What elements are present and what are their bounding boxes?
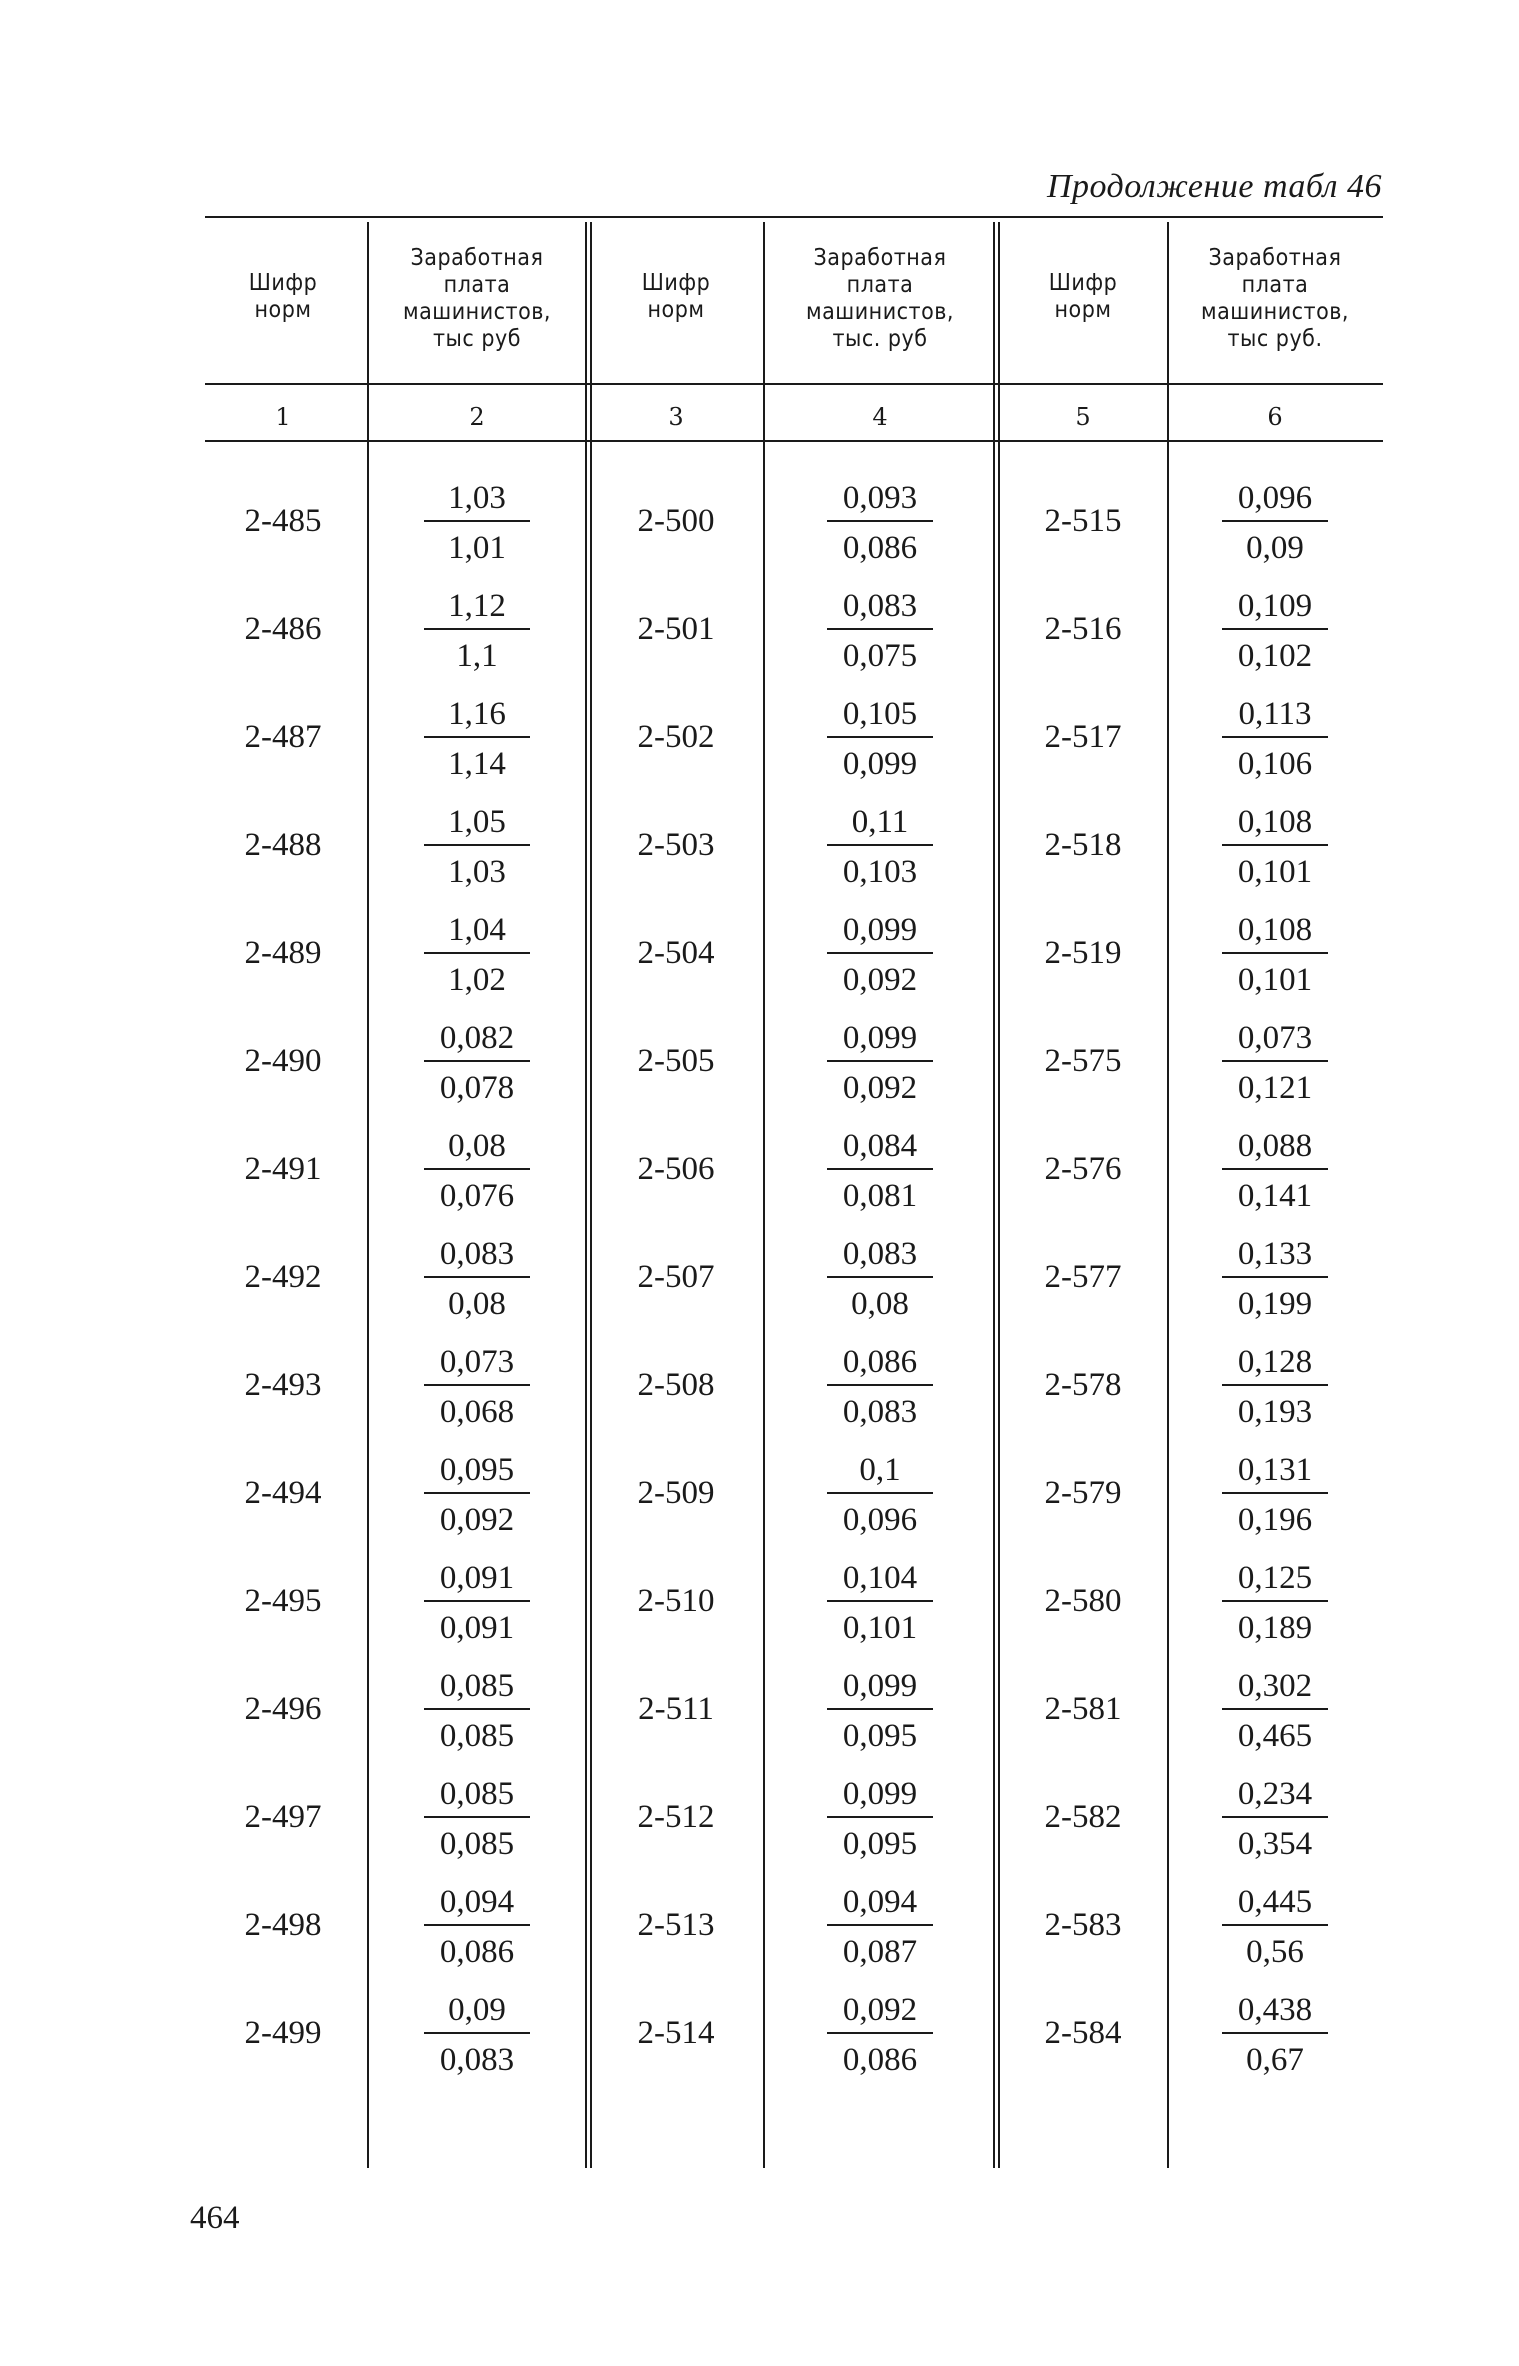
fraction-bar — [1222, 1276, 1328, 1278]
wage-denominator: 0,08 — [448, 1286, 506, 1322]
wage-numerator: 1,05 — [448, 804, 506, 840]
fraction-bar — [424, 1276, 530, 1278]
wage-denominator: 0,465 — [1237, 1718, 1313, 1754]
wage-numerator: 0,094 — [439, 1884, 515, 1920]
norm-code: 2-512 — [637, 1799, 715, 1835]
wage-numerator: 0,083 — [842, 588, 918, 624]
norm-code: 2-499 — [244, 2015, 322, 2051]
wage-fraction — [805, 478, 955, 568]
wage-numerator: 0,1 — [859, 1452, 901, 1488]
wage-denominator: 0,09 — [1246, 530, 1304, 566]
wage-fraction — [402, 478, 552, 568]
norm-code: 2-513 — [637, 1907, 715, 1943]
norm-code: 2-495 — [244, 1583, 322, 1619]
wage-numerator: 0,086 — [842, 1344, 918, 1380]
wage-fraction — [805, 910, 955, 1000]
wage-denominator: 1,03 — [448, 854, 506, 890]
fraction-bar — [827, 1168, 933, 1170]
wage-numerator: 0,302 — [1237, 1668, 1313, 1704]
wage-denominator: 0,085 — [439, 1718, 515, 1754]
fraction-bar — [827, 1708, 933, 1710]
norm-code: 2-504 — [637, 935, 715, 971]
wage-fraction — [402, 1558, 552, 1648]
wage-denominator: 0,101 — [842, 1610, 918, 1646]
fraction-bar — [827, 628, 933, 630]
norm-code: 2-582 — [1044, 1799, 1122, 1835]
norm-code: 2-584 — [1044, 2015, 1122, 2051]
wage-denominator: 0,189 — [1237, 1610, 1313, 1646]
wage-denominator: 1,1 — [456, 638, 498, 674]
wage-fraction — [805, 802, 955, 892]
fraction-bar — [827, 844, 933, 846]
wage-numerator: 0,094 — [842, 1884, 918, 1920]
wage-denominator: 0,095 — [842, 1718, 918, 1754]
wage-denominator: 0,103 — [842, 854, 918, 890]
wage-denominator: 0,091 — [439, 1610, 515, 1646]
fraction-bar — [827, 1060, 933, 1062]
fraction-bar — [1222, 628, 1328, 630]
wage-fraction — [1200, 1990, 1350, 2080]
wage-numerator: 0,085 — [439, 1668, 515, 1704]
wage-denominator: 0,096 — [842, 1502, 918, 1538]
norm-code: 2-493 — [244, 1367, 322, 1403]
wage-numerator: 1,03 — [448, 480, 506, 516]
wage-denominator: 0,354 — [1237, 1826, 1313, 1862]
wage-fraction — [1200, 1666, 1350, 1756]
fraction-bar — [424, 1168, 530, 1170]
wage-denominator: 0,083 — [439, 2042, 515, 2078]
norm-code: 2-514 — [637, 2015, 715, 2051]
wage-fraction — [805, 1126, 955, 1216]
fraction-bar — [424, 628, 530, 630]
wage-numerator: 0,099 — [842, 1020, 918, 1056]
column-number-2: 2 — [469, 403, 485, 431]
wage-numerator: 0,099 — [842, 912, 918, 948]
wage-denominator: 0,101 — [1237, 962, 1313, 998]
wage-denominator: 0,196 — [1237, 1502, 1313, 1538]
norm-code: 2-517 — [1044, 719, 1122, 755]
table-caption: Продолжение табл 46 — [1046, 168, 1382, 205]
header-bottom-rule — [205, 383, 1383, 385]
fraction-bar — [827, 520, 933, 522]
wage-numerator: 0,073 — [439, 1344, 515, 1380]
norm-code: 2-488 — [244, 827, 322, 863]
wage-numerator: 0,082 — [439, 1020, 515, 1056]
column-header-6: Заработная плата машинистов, тыс руб. — [1201, 245, 1349, 352]
wage-denominator: 0,092 — [439, 1502, 515, 1538]
norm-code: 2-581 — [1044, 1691, 1122, 1727]
fraction-bar — [424, 844, 530, 846]
wage-fraction — [1200, 1882, 1350, 1972]
wage-numerator: 0,133 — [1237, 1236, 1313, 1272]
wage-fraction — [402, 1234, 552, 1324]
fraction-bar — [827, 1600, 933, 1602]
wage-denominator: 0,121 — [1237, 1070, 1313, 1106]
wage-fraction — [805, 1666, 955, 1756]
fraction-bar — [424, 1492, 530, 1494]
fraction-bar — [827, 1384, 933, 1386]
wage-denominator: 0,086 — [842, 2042, 918, 2078]
norm-code: 2-486 — [244, 611, 322, 647]
wage-numerator: 0,108 — [1237, 912, 1313, 948]
norm-code: 2-500 — [637, 503, 715, 539]
wage-fraction — [805, 1774, 955, 1864]
wage-fraction — [805, 694, 955, 784]
norm-code: 2-502 — [637, 719, 715, 755]
wage-fraction — [402, 694, 552, 784]
wage-fraction — [402, 802, 552, 892]
norm-code: 2-509 — [637, 1475, 715, 1511]
wage-numerator: 0,099 — [842, 1668, 918, 1704]
col-divider-5 — [1167, 222, 1169, 2168]
fraction-bar — [1222, 736, 1328, 738]
norm-code: 2-489 — [244, 935, 322, 971]
col-divider-2b — [590, 222, 592, 2168]
norm-code: 2-496 — [244, 1691, 322, 1727]
wage-fraction — [402, 1666, 552, 1756]
fraction-bar — [424, 1060, 530, 1062]
wage-numerator: 0,073 — [1237, 1020, 1313, 1056]
wage-denominator: 0,106 — [1237, 746, 1313, 782]
wage-denominator: 0,078 — [439, 1070, 515, 1106]
wage-numerator: 0,084 — [842, 1128, 918, 1164]
wage-denominator: 0,083 — [842, 1394, 918, 1430]
fraction-bar — [424, 1924, 530, 1926]
wage-fraction — [402, 1342, 552, 1432]
norm-code: 2-503 — [637, 827, 715, 863]
wage-numerator: 0,105 — [842, 696, 918, 732]
wage-fraction — [402, 586, 552, 676]
wage-fraction — [805, 1450, 955, 1540]
wage-fraction — [1200, 802, 1350, 892]
norm-code: 2-511 — [638, 1691, 714, 1727]
wage-fraction — [805, 1342, 955, 1432]
norm-code: 2-487 — [244, 719, 322, 755]
fraction-bar — [827, 1924, 933, 1926]
fraction-bar — [424, 520, 530, 522]
fraction-bar — [424, 952, 530, 954]
wage-numerator: 0,131 — [1237, 1452, 1313, 1488]
fraction-bar — [1222, 1924, 1328, 1926]
wage-fraction — [1200, 1774, 1350, 1864]
norm-code: 2-498 — [244, 1907, 322, 1943]
wage-fraction — [805, 586, 955, 676]
wage-fraction — [805, 1558, 955, 1648]
wage-numerator: 0,095 — [439, 1452, 515, 1488]
norm-code: 2-507 — [637, 1259, 715, 1295]
norm-code: 2-578 — [1044, 1367, 1122, 1403]
column-number-3: 3 — [668, 403, 684, 431]
fraction-bar — [1222, 1384, 1328, 1386]
column-header-3: Шифр норм — [641, 270, 711, 323]
fraction-bar — [827, 1276, 933, 1278]
norm-code: 2-485 — [244, 503, 322, 539]
norm-code: 2-575 — [1044, 1043, 1122, 1079]
fraction-bar — [1222, 844, 1328, 846]
wage-denominator: 0,101 — [1237, 854, 1313, 890]
norm-code: 2-577 — [1044, 1259, 1122, 1295]
wage-denominator: 0,068 — [439, 1394, 515, 1430]
norm-code: 2-518 — [1044, 827, 1122, 863]
column-number-4: 4 — [872, 403, 888, 431]
norm-code: 2-497 — [244, 1799, 322, 1835]
wage-denominator: 1,01 — [448, 530, 506, 566]
wage-fraction — [805, 1990, 955, 2080]
norm-code: 2-491 — [244, 1151, 322, 1187]
page-number: 464 — [190, 2200, 240, 2236]
wage-denominator: 0,08 — [851, 1286, 909, 1322]
wage-denominator: 0,092 — [842, 1070, 918, 1106]
wage-numerator: 0,08 — [448, 1128, 506, 1164]
col-divider-3 — [763, 222, 765, 2168]
col-divider-4a — [993, 222, 995, 2168]
wage-numerator: 0,085 — [439, 1776, 515, 1812]
wage-numerator: 0,083 — [439, 1236, 515, 1272]
column-header-4: Заработная плата машинистов, тыс. руб — [806, 245, 954, 352]
col-divider-1 — [367, 222, 369, 2168]
wage-numerator: 0,445 — [1237, 1884, 1313, 1920]
fraction-bar — [1222, 1816, 1328, 1818]
wage-numerator: 0,083 — [842, 1236, 918, 1272]
fraction-bar — [1222, 952, 1328, 954]
wage-denominator: 0,075 — [842, 638, 918, 674]
wage-denominator: 0,67 — [1246, 2042, 1304, 2078]
norm-code: 2-515 — [1044, 503, 1122, 539]
wage-denominator: 0,199 — [1237, 1286, 1313, 1322]
wage-fraction — [402, 1774, 552, 1864]
norm-code: 2-580 — [1044, 1583, 1122, 1619]
wage-numerator: 0,108 — [1237, 804, 1313, 840]
wage-fraction — [402, 1990, 552, 2080]
wage-denominator: 0,56 — [1246, 1934, 1304, 1970]
wage-numerator: 0,234 — [1237, 1776, 1313, 1812]
wage-fraction — [805, 1882, 955, 1972]
wage-numerator: 0,092 — [842, 1992, 918, 2028]
fraction-bar — [1222, 1060, 1328, 1062]
wage-numerator: 1,04 — [448, 912, 506, 948]
fraction-bar — [1222, 1708, 1328, 1710]
column-header-5: Шифр норм — [1048, 270, 1118, 323]
column-number-5: 5 — [1075, 403, 1091, 431]
fraction-bar — [827, 1816, 933, 1818]
fraction-bar — [1222, 1168, 1328, 1170]
col-divider-2a — [585, 222, 587, 2168]
norm-code: 2-494 — [244, 1475, 322, 1511]
wage-numerator: 1,16 — [448, 696, 506, 732]
wage-fraction — [402, 1450, 552, 1540]
norm-code: 2-516 — [1044, 611, 1122, 647]
wage-denominator: 0,086 — [439, 1934, 515, 1970]
wage-denominator: 0,141 — [1237, 1178, 1313, 1214]
norm-code: 2-490 — [244, 1043, 322, 1079]
wage-fraction — [805, 1018, 955, 1108]
wage-fraction — [1200, 1018, 1350, 1108]
wage-numerator: 0,104 — [842, 1560, 918, 1596]
wage-numerator: 0,09 — [448, 1992, 506, 2028]
wage-denominator: 0,086 — [842, 530, 918, 566]
norm-code: 2-501 — [637, 611, 715, 647]
fraction-bar — [1222, 2032, 1328, 2034]
wage-fraction — [402, 1018, 552, 1108]
wage-denominator: 0,081 — [842, 1178, 918, 1214]
wage-numerator: 0,113 — [1238, 696, 1312, 732]
wage-denominator: 1,14 — [448, 746, 506, 782]
wage-fraction — [402, 910, 552, 1000]
wage-fraction — [1200, 1558, 1350, 1648]
fraction-bar — [1222, 1600, 1328, 1602]
norm-code: 2-505 — [637, 1043, 715, 1079]
norm-code: 2-579 — [1044, 1475, 1122, 1511]
column-number-1: 1 — [275, 403, 291, 431]
wage-denominator: 0,095 — [842, 1826, 918, 1862]
wage-numerator: 0,128 — [1237, 1344, 1313, 1380]
wage-denominator: 1,02 — [448, 962, 506, 998]
norm-code: 2-510 — [637, 1583, 715, 1619]
norm-code: 2-583 — [1044, 1907, 1122, 1943]
wage-denominator: 0,193 — [1237, 1394, 1313, 1430]
col-divider-4b — [998, 222, 1000, 2168]
column-number-6: 6 — [1267, 403, 1283, 431]
fraction-bar — [424, 1708, 530, 1710]
top-rule — [205, 216, 1383, 218]
fraction-bar — [1222, 520, 1328, 522]
norm-code: 2-576 — [1044, 1151, 1122, 1187]
wage-denominator: 0,085 — [439, 1826, 515, 1862]
norm-code: 2-506 — [637, 1151, 715, 1187]
fraction-bar — [424, 1816, 530, 1818]
fraction-bar — [424, 1384, 530, 1386]
wage-fraction — [1200, 1450, 1350, 1540]
wage-fraction — [402, 1882, 552, 1972]
wage-numerator: 0,088 — [1237, 1128, 1313, 1164]
wage-fraction — [805, 1234, 955, 1324]
wage-fraction — [1200, 586, 1350, 676]
fraction-bar — [424, 1600, 530, 1602]
norm-code: 2-519 — [1044, 935, 1122, 971]
fraction-bar — [1222, 1492, 1328, 1494]
wage-denominator: 0,076 — [439, 1178, 515, 1214]
wage-numerator: 0,096 — [1237, 480, 1313, 516]
wage-fraction — [1200, 478, 1350, 568]
column-header-1: Шифр норм — [248, 270, 318, 323]
fraction-bar — [827, 2032, 933, 2034]
wage-denominator: 0,099 — [842, 746, 918, 782]
numbers-bottom-rule — [205, 440, 1383, 442]
wage-fraction — [402, 1126, 552, 1216]
column-header-2: Заработная плата машинистов, тыс руб — [403, 245, 551, 352]
wage-numerator: 1,12 — [448, 588, 506, 624]
wage-numerator: 0,099 — [842, 1776, 918, 1812]
wage-fraction — [1200, 1342, 1350, 1432]
wage-fraction — [1200, 1126, 1350, 1216]
fraction-bar — [827, 1492, 933, 1494]
wage-numerator: 0,438 — [1237, 1992, 1313, 2028]
wage-denominator: 0,102 — [1237, 638, 1313, 674]
fraction-bar — [827, 952, 933, 954]
fraction-bar — [424, 736, 530, 738]
wage-denominator: 0,092 — [842, 962, 918, 998]
norm-code: 2-492 — [244, 1259, 322, 1295]
wage-fraction — [1200, 694, 1350, 784]
wage-fraction — [1200, 910, 1350, 1000]
wage-numerator: 0,109 — [1237, 588, 1313, 624]
wage-denominator: 0,087 — [842, 1934, 918, 1970]
fraction-bar — [827, 736, 933, 738]
fraction-bar — [424, 2032, 530, 2034]
wage-numerator: 0,093 — [842, 480, 918, 516]
wage-numerator: 0,125 — [1237, 1560, 1313, 1596]
wage-fraction — [1200, 1234, 1350, 1324]
wage-numerator: 0,11 — [851, 804, 909, 840]
wage-numerator: 0,091 — [439, 1560, 515, 1596]
norm-code: 2-508 — [637, 1367, 715, 1403]
